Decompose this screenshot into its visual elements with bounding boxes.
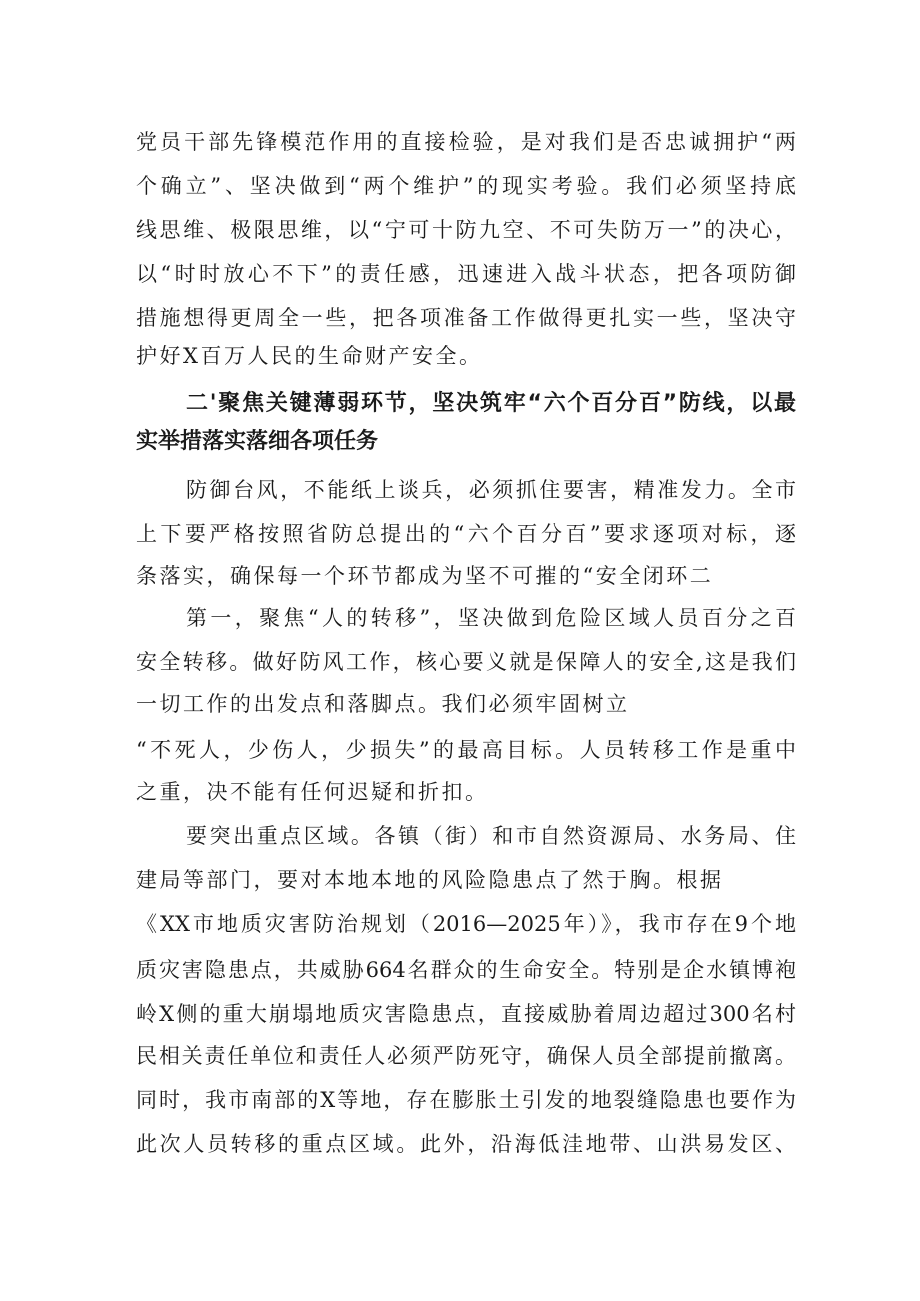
paragraph-line: 《XX市地质灾害防治规划（2016—2025年）》，我市存在9个地 [136,912,796,936]
paragraph-line: 质灾害隐患点，共威胁664名群众的生命安全。特别是企水镇博袍 [136,958,796,982]
paragraph-line: 安全转移。做好防风工作，核心要义就是保障人的安全,这是我们 [136,650,796,674]
paragraph-line: 防御台风，不能纸上谈兵，必须抓住要害，精准发力。全市 [186,478,796,502]
paragraph-line: 要突出重点区域。各镇（街）和市自然资源局、水务局、住 [186,824,796,848]
paragraph-line: 之重，决不能有任何迟疑和折扣。 [136,780,489,804]
paragraph-line: 措施想得更周全一些，把各项准备工作做得更扎实一些，坚决守 [136,306,796,330]
paragraph-line: 岭X侧的重大崩塌地质灾害隐患点，直接威胁着周边超过300名村 [136,1002,796,1026]
section-heading: 实举措落实落细各项任务 [136,429,379,454]
paragraph-line: 第一，聚焦“人的转移”，坚决做到危险区域人员百分之百 [186,606,796,630]
paragraph-line: 线思维、极限思维，以“宁可十防九空、不可失防万一”的决心， [136,218,796,242]
paragraph-line: 此次人员转移的重点区域。此外，沿海低洼地带、山洪易发区、 [136,1132,796,1156]
paragraph-line: 个确立”、坚决做到“两个维护”的现实考验。我们必须坚持底 [136,174,796,198]
paragraph-line: 党员干部先锋模范作用的直接检验，是对我们是否忠诚拥护“两 [136,130,796,154]
paragraph-line: 一切工作的出发点和落脚点。我们必须牢固树立 [136,692,630,716]
paragraph-line: 以“时时放心不下”的责任感，迅速进入战斗状态，把各项防御 [136,262,796,286]
paragraph-line: 上下要严格按照省防总提出的“六个百分百”要求逐项对标，逐 [136,522,796,546]
paragraph-line: 建局等部门，要对本地本地的风险隐患点了然于胸。根据 [136,868,724,892]
paragraph-line: 条落实，确保每一个环节都成为坚不可摧的“安全闭环二 [136,564,714,588]
paragraph-line: 护好X百万人民的生命财产安全。 [136,344,483,368]
paragraph-line: “不死人，少伤人，少损失”的最高目标。人员转移工作是重中 [136,738,796,762]
section-heading: 二'聚焦关键薄弱环节，坚决筑牢“六个百分百”防线，以最 [186,391,796,416]
paragraph-line: 民相关责任单位和责任人必须严防死守，确保人员全部提前撤离。 [136,1044,796,1068]
paragraph-line: 同时，我市南部的X等地，存在膨胀土引发的地裂缝隐患也要作为 [136,1088,796,1112]
